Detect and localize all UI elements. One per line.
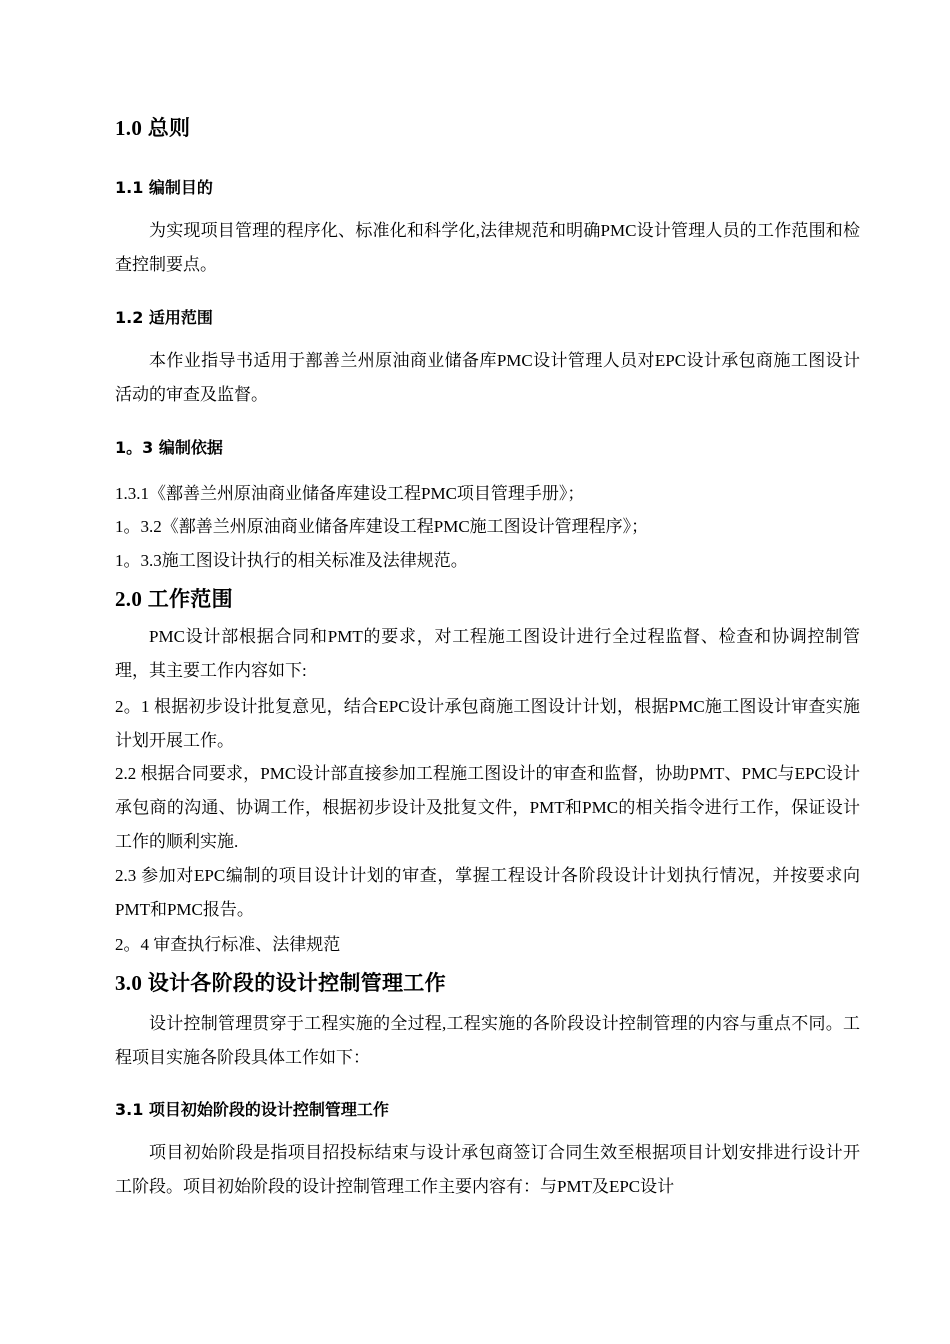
section-2-intro: PMC设计部根据合同和PMT的要求，对工程施工图设计进行全过程监督、检查和协调控制管理，其主要工作内容如下: [115, 627, 860, 680]
section-1-1-body: 为实现项目管理的程序化、标准化和科学化,法律规范和明确PMC设计管理人员的工作范围和检查控制要点。 [115, 221, 860, 274]
section-1-2-title: 1.2 适用范围 [115, 308, 213, 327]
section-1-title: 1.0 总则 [115, 116, 191, 140]
section-2-item-1: 2。1 根据初步设计批复意见，结合EPC设计承包商施工图设计计划，根据PMC施工图设计审查实施计划开展工作。 [115, 697, 860, 750]
section-3-intro: 设计控制管理贯穿于工程实施的全过程,工程实施的各阶段设计控制管理的内容与重点不同。工程项目实施各阶段具体工作如下： [115, 1014, 860, 1067]
basis-item-2: 1。3.2《鄯善兰州原油商业储备库建设工程PMC施工图设计管理程序》； [115, 517, 649, 536]
basis-item-3: 1。3.3施工图设计执行的相关标准及法律规范。 [115, 551, 468, 570]
section-2-item-3: 2.3 参加对EPC编制的项目设计计划的审查，掌握工程设计各阶段设计计划执行情况，并按要求向PMT和PMC报告。 [115, 866, 860, 919]
section-2-item-4: 2。4 审查执行标准、法律规范 [115, 935, 341, 954]
section-3-title: 3.0 设计各阶段的设计控制管理工作 [115, 971, 446, 995]
section-1-2-body: 本作业指导书适用于鄯善兰州原油商业储备库PMC设计管理人员对EPC设计承包商施工图设计活动的审查及监督。 [115, 351, 860, 404]
section-2-title: 2.0 工作范围 [115, 587, 233, 611]
section-1-3-title: 1。3 编制依据 [115, 438, 223, 457]
basis-item-1: 1.3.1《鄯善兰州原油商业储备库建设工程PMC项目管理手册》； [115, 484, 585, 503]
section-1-1-title: 1.1 编制目的 [115, 178, 213, 197]
section-3-1-body: 项目初始阶段是指项目招投标结束与设计承包商签订合同生效至根据项目计划安排进行设计开工阶段。项目初始阶段的设计控制管理工作主要内容有：与PMT及EPC设计 [115, 1143, 860, 1196]
section-3-1-title: 3.1 项目初始阶段的设计控制管理工作 [115, 1100, 389, 1119]
section-2-item-2: 2.2 根据合同要求，PMC设计部直接参加工程施工图设计的审查和监督，协助PMT、PMC与EPC设计承包商的沟通、协调工作，根据初步设计及批复文件，PMT和PMC的相关指令进行工作，保证设计工作的顺利实施. [115, 764, 860, 851]
